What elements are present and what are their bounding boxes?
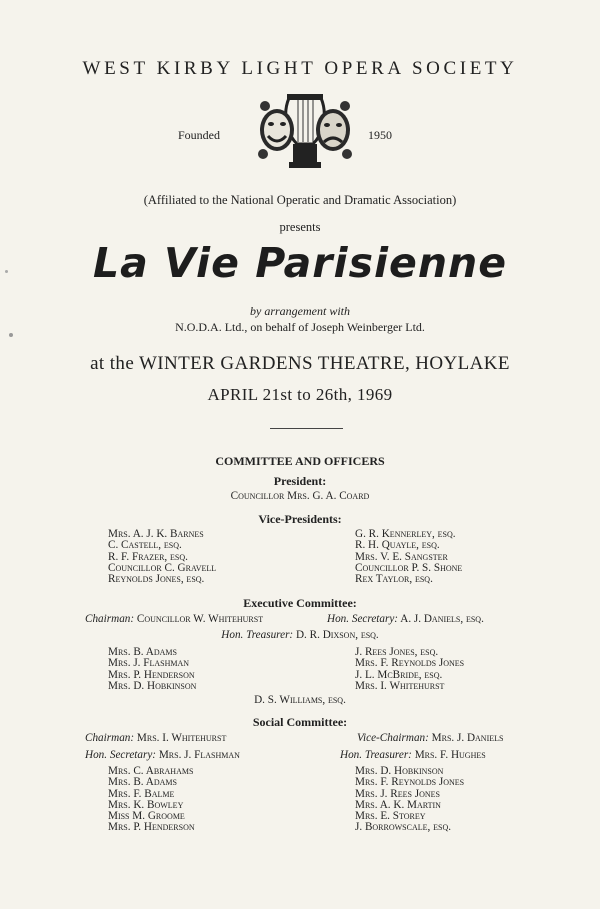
list-item: Mrs. F. Reynolds Jones (355, 657, 465, 670)
social-chairman-line (85, 732, 226, 744)
secretary-name: A. J. Daniels, esq. (400, 613, 484, 625)
list-item: Mrs. D. Hobkinson (355, 765, 444, 777)
list-item: Reynolds Jones, esq. (108, 573, 205, 586)
list-item: Mrs. A. J. K. Barnes (108, 528, 204, 540)
list-item: G. R. Kennerley, esq. (355, 528, 456, 540)
list-item: Mrs. E. Storey (355, 810, 426, 823)
chairman-name: Councillor W. Whitehurst (136, 613, 264, 625)
chairman-name: Mrs. I. Whitehurst (136, 732, 227, 744)
social-treasurer-line (340, 749, 486, 761)
list-item: Mrs. J. Flashman (108, 657, 190, 670)
list-item: Mrs. C. Abrahams (108, 765, 194, 777)
list-item: Mrs. P. Henderson (108, 821, 195, 834)
list-item: Mrs. I. Whitehurst (355, 679, 445, 692)
social-committee-heading: Social Committee: (252, 715, 348, 729)
list-item: R. H. Quayle, esq. (355, 539, 440, 552)
presents-text: presents (279, 220, 321, 234)
list-item: Mrs. V. E. Sangster (355, 550, 448, 563)
founded-year: 1950 (368, 128, 392, 142)
executive-last: D. S. Williams, esq. (254, 694, 346, 706)
executive-left (108, 647, 196, 692)
founded-label: Founded (178, 128, 220, 142)
chairman-label: Chairman: (85, 732, 135, 744)
committee-heading: COMMITTEE AND OFFICERS (215, 454, 385, 468)
executive-chairman-line (85, 613, 263, 625)
secretary-name: Mrs. J. Flashman (158, 749, 240, 761)
list-item: Mrs. K. Bowley (108, 798, 184, 811)
society-name: WEST KIRBY LIGHT OPERA SOCIETY (82, 58, 518, 79)
arrangement-line: N.O.D.A. Ltd., on behalf of Joseph Weinberger Ltd. (175, 320, 425, 334)
president-name: Councillor Mrs. G. A. Coard (230, 490, 370, 502)
treasurer-label: Hon. Treasurer: (340, 749, 412, 761)
social-vice-chairman-line (357, 732, 503, 744)
executive-committee-heading: Executive Committee: (243, 596, 357, 610)
executive-treasurer-line (0, 629, 600, 641)
vice-presidents-left (108, 529, 216, 585)
list-item: J. Rees Jones, esq. (355, 646, 439, 658)
divider (270, 428, 343, 429)
president-heading: President: (273, 474, 327, 488)
list-item: R. F. Frazer, esq. (108, 550, 188, 563)
affiliation-note: (Affiliated to the National Operatic and Dramatic Association) (143, 193, 457, 207)
list-item: Mrs. D. Hobkinson (108, 679, 197, 692)
list-item: Mrs. J. Rees Jones (355, 787, 440, 800)
list-item: Miss M. Groome (108, 810, 185, 823)
secretary-label: Hon. Secretary: (85, 749, 157, 761)
list-item: Mrs. F. Balme (108, 787, 175, 800)
comedy-tragedy-masks-icon (257, 92, 353, 170)
treasurer-name: Mrs. F. Hughes (414, 749, 486, 761)
list-item: Councillor C. Gravell (108, 561, 217, 574)
executive-secretary-line (327, 613, 484, 625)
social-secretary-line (85, 749, 240, 761)
social-left (108, 766, 195, 834)
list-item: J. Borrowscale, esq. (355, 821, 452, 834)
performance-dates: APRIL 21st to 26th, 1969 (207, 385, 393, 404)
production-title: La Vie Parisienne (92, 239, 508, 287)
treasurer-label: Hon. Treasurer: (221, 629, 294, 641)
list-item: Mrs. B. Adams (108, 646, 177, 658)
list-item: J. L. McBride, esq. (355, 668, 443, 681)
executive-right (355, 647, 464, 692)
list-item: C. Castell, esq. (108, 539, 182, 552)
list-item: Mrs. B. Adams (108, 776, 177, 789)
list-item: Mrs. P. Henderson (108, 668, 195, 681)
vice-presidents-heading: Vice-Presidents: (258, 512, 342, 526)
chairman-label: Chairman: (85, 613, 135, 625)
list-item: Mrs. A. K. Martin (355, 798, 441, 811)
vice-chairman-name: Mrs. J. Daniels (431, 732, 504, 744)
list-item: Rex Taylor, esq. (355, 573, 433, 586)
list-item: Mrs. F. Reynolds Jones (355, 776, 465, 789)
vice-chairman-label: Vice-Chairman: (357, 732, 429, 744)
secretary-label: Hon. Secretary: (327, 613, 399, 625)
treasurer-name: D. R. Dixson, esq. (295, 629, 379, 641)
social-right (355, 766, 464, 834)
list-item: Councillor P. S. Shone (355, 561, 463, 574)
arrangement-label: by arrangement with (250, 304, 350, 318)
vice-presidents-right (355, 529, 462, 585)
venue: at the WINTER GARDENS THEATRE, HOYLAKE (90, 353, 510, 374)
